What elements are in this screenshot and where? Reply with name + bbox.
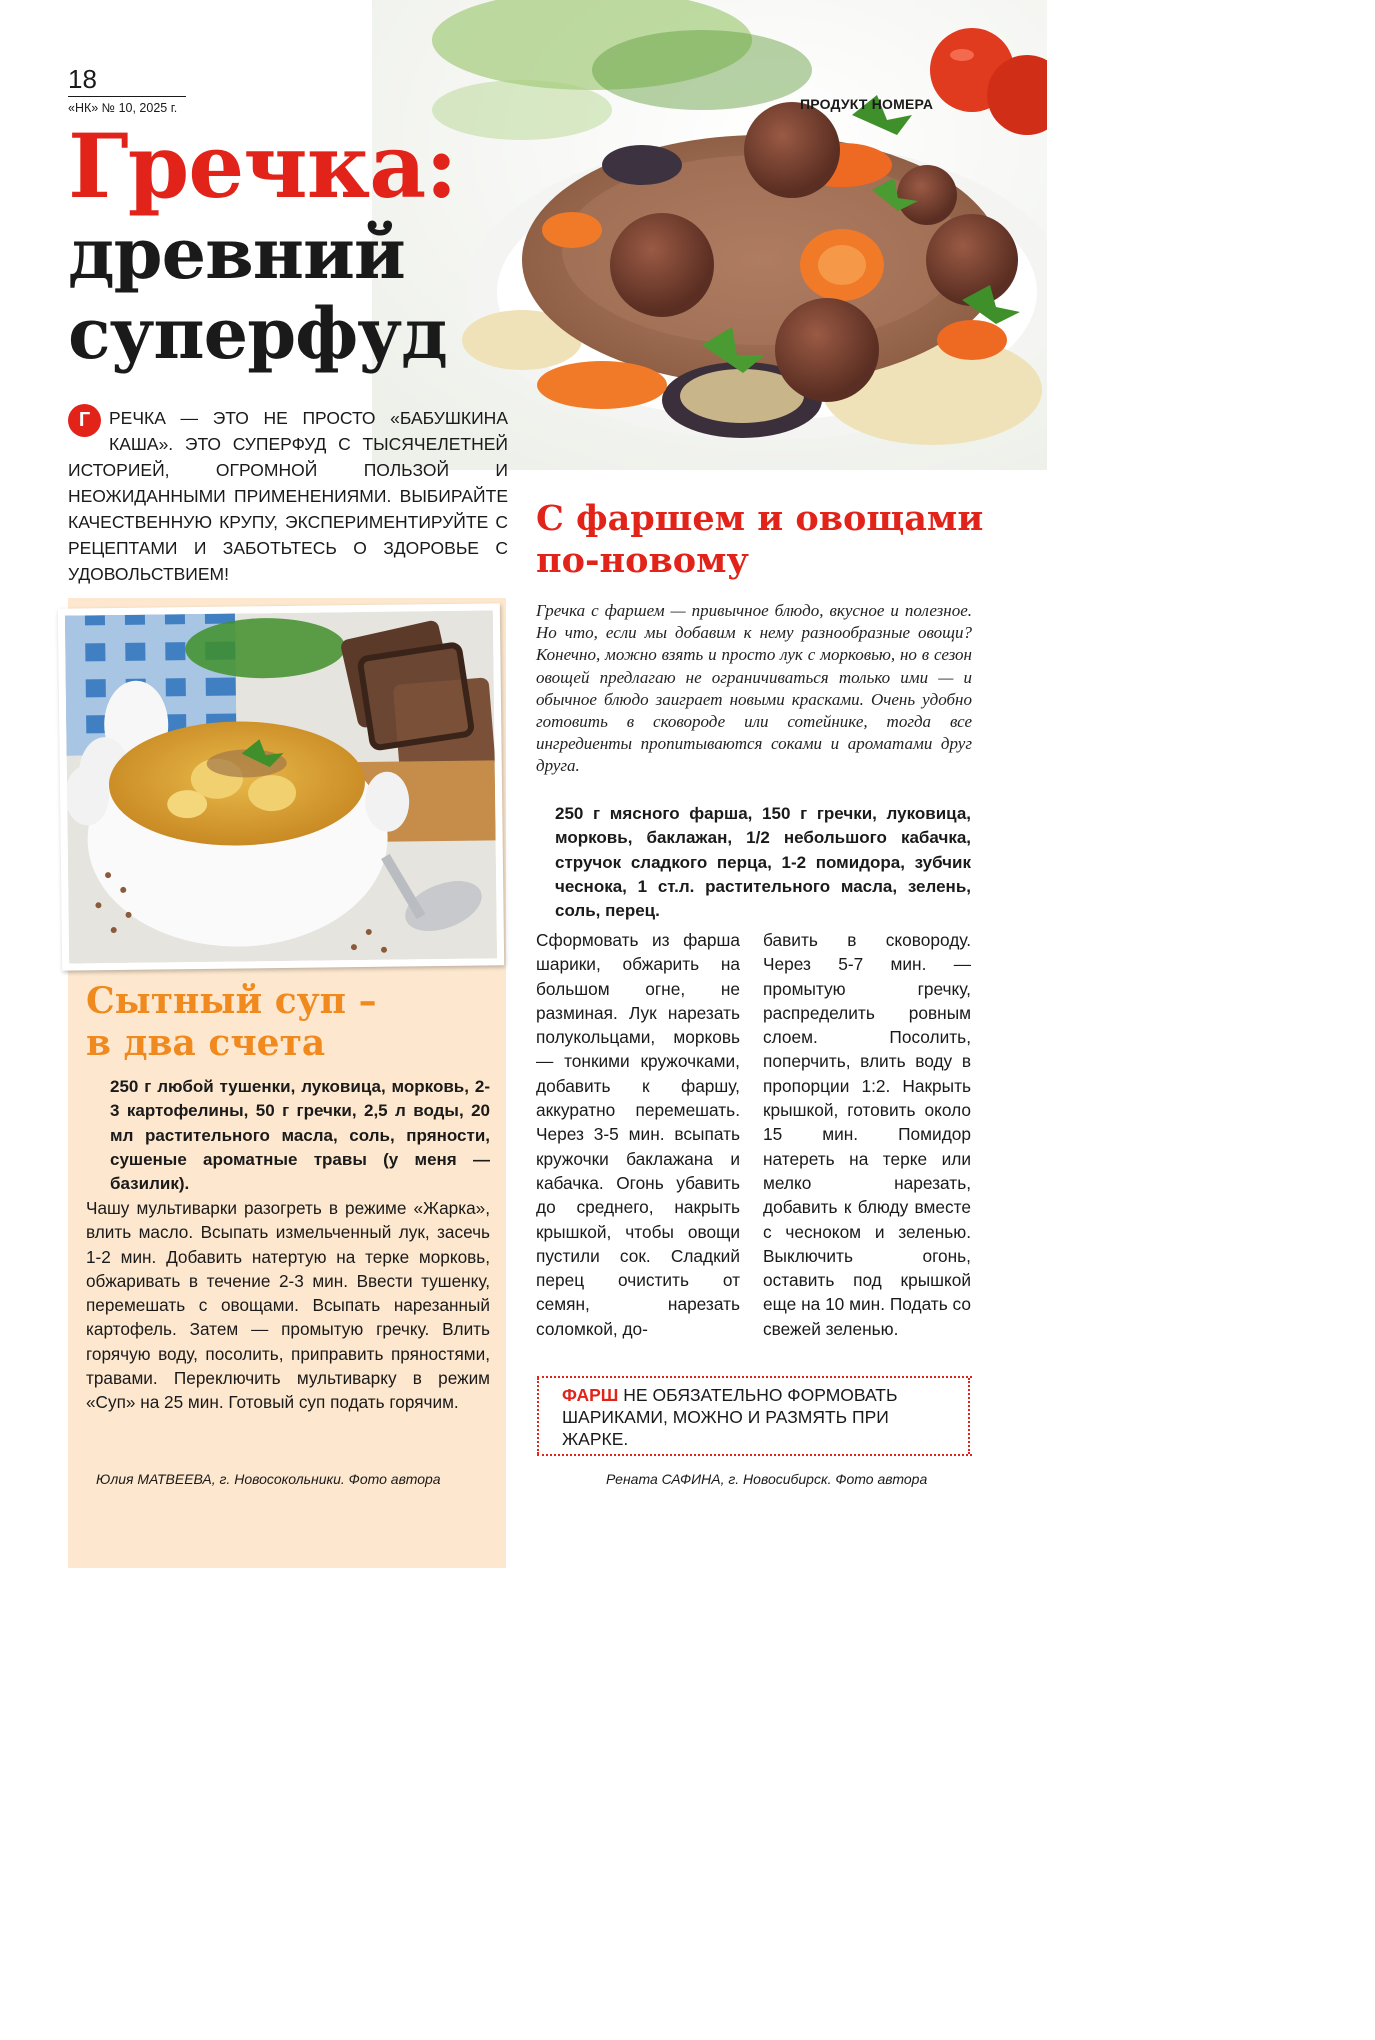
lead-paragraph	[68, 405, 508, 587]
lead-text: РЕЧКА — ЭТО НЕ ПРОСТО «БАБУШКИНА КАША». ЭТО СУПЕРФУД С ТЫСЯЧЕЛЕТНЕЙ ИСТОРИЕЙ, ОГРОМНОЙ ПОЛЬЗОЙ И НЕОЖИДАННЫМИ ПРИМЕНЕНИЯМИ. ВЫБИРАЙТЕ КАЧЕСТВЕННУЮ КРУПУ, ЭКСПЕРИМЕНТИРУЙТЕ С РЕЦЕПТАМИ И ЗАБОТЬТЕСЬ О ЗДОРОВЬЕ С УДОВОЛЬСТВИЕМ!	[68, 408, 508, 584]
hero-photo-buckwheat-meatballs	[372, 0, 1047, 470]
section-label: ПРОДУКТ НОМЕРА	[800, 96, 934, 112]
soup-ingredients: 250 г любой тушенки, луковица, морковь, 2-3 картофелины, 50 г гречки, 2,5 л воды, 20 мл растительного масла, соль, пряности, сушеные ароматные травы (у меня — базилик).	[110, 1077, 490, 1194]
issue-label: «НК» № 10, 2025 г.	[68, 101, 178, 115]
tip-body: НЕ ОБЯЗАТЕЛЬНО ФОРМОВАТЬ ШАРИКАМИ, МОЖНО И РАЗМЯТЬ ПРИ ЖАРКЕ.	[562, 1385, 898, 1449]
soup-heading-line-2: в два счета	[86, 1022, 326, 1064]
page-number-rule	[68, 96, 186, 97]
article-title-line-2: древний	[68, 212, 405, 295]
soup-recipe-heading	[86, 980, 377, 1064]
meat-recipe-intro: Гречка с фаршем — привычное блюдо, вкусное и полезное. Но что, если мы добавим к нему разнообразные овощи? Конечно, можно взять и просто лук с морковью, но в сезон овощей предлагаю не ограничиваться только ими — и обычное блюдо заиграет новыми красками. Очень удобно готовить в сковороде или сотейнике, тогда все ингредиенты пропитываются соками и ароматами друг друга.	[536, 601, 972, 776]
drop-cap: Г	[68, 404, 101, 437]
meat-heading-line-2: по-новому	[536, 540, 749, 581]
meat-recipe-heading	[536, 498, 983, 582]
meat-heading-line-1: С фаршем и овощами	[536, 498, 984, 539]
meat-ingredients: 250 г мясного фарша, 150 г гречки, луковица, морковь, баклажан, 1/2 небольшого кабачка, стручок сладкого перца, 1-2 помидора, зубчик чеснока, 1 ст.л. растительного масла, зелень, соль, перец.	[555, 804, 971, 921]
soup-method: Чашу мультиварки разогреть в режиме «Жарка», влить масло. Всыпать измельченный лук, засечь 1-2 мин. Добавить натертую на терке морковь, обжаривать в течение 2-3 мин. Ввести тушенку, перемешать с овощами. Всыпать нарезанный картофель. Затем — промытую гречку. Влить горячую воду, посолить, приправить пряностями, травами. Переключить мультиварку в режим «Суп» на 25 мин. Готовый суп подать горячим.	[86, 1198, 490, 1413]
tip-keyword: ФАРШ	[562, 1385, 619, 1405]
tip-text	[562, 1384, 952, 1450]
soup-photo	[58, 603, 504, 970]
soup-author-credit: Юлия МАТВЕЕВА, г. Новосокольники. Фото автора	[96, 1471, 441, 1487]
soup-heading-line-1: Сытный суп –	[86, 980, 377, 1022]
article-title-line-3: суперфуд	[68, 292, 447, 375]
meat-author-credit: Рената САФИНА, г. Новосибирск. Фото автора	[606, 1471, 928, 1487]
page-number: 18	[68, 64, 97, 94]
meat-method-column-1: Сформовать из фарша шарики, обжарить на большом огне, не разминая. Лук нарезать полукольцами, морковь — тонкими кружочками, добавить к фаршу, аккуратно перемешать. Через 3-5 мин. всыпать кружочки баклажана и кабачка. Огонь убавить до среднего, накрыть крышкой, чтобы овощи пустили сок. Сладкий перец очистить от семян, нарезать соломкой, до-	[536, 930, 740, 1339]
meat-method-column-2: бавить в сковороду. Через 5-7 мин. — промытую гречку, распределить ровным слоем. Посолить, поперчить, влить воду в пропорции 1:2. Накрыть крышкой, готовить около 15 мин. Помидор натереть на терке или мелко нарезать, добавить к блюду вместе с чесноком и зеленью. Выключить огонь, оставить под крышкой еще на 10 мин. Подать со свежей зеленью.	[763, 930, 971, 1339]
article-title-line-1: Гречка:	[68, 114, 457, 218]
